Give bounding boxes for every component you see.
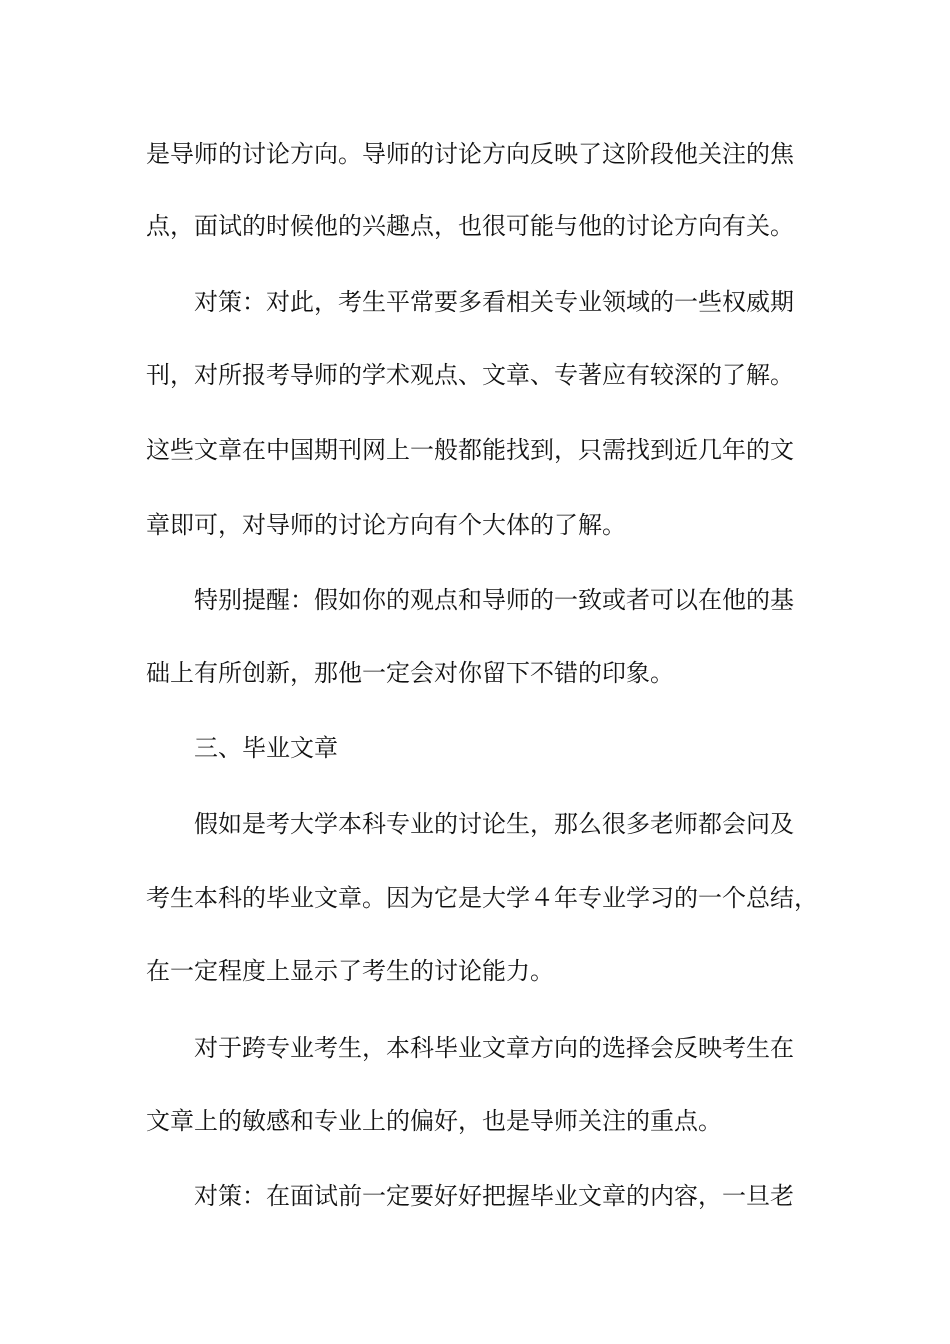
text-line: 这些文章在中国期刊网上一般都能找到，只需找到近几年的文	[146, 436, 794, 464]
text-line: 点，面试的时候他的兴趣点，也很可能与他的讨论方向有关。	[146, 212, 794, 240]
text-line: 础上有所创新，那他一定会对你留下不错的印象。	[146, 659, 674, 687]
text-line: 在一定程度上显示了考生的讨论能力。	[146, 957, 554, 985]
text-line: 考生本科的毕业文章。因为它是大学４年专业学习的一个总结，	[146, 884, 818, 912]
text-line: 刊，对所报考导师的学术观点、文章、专著应有较深的了解。	[146, 361, 794, 389]
text-line: 是导师的讨论方向。导师的讨论方向反映了这阶段他关注的焦	[146, 140, 794, 168]
text-line: 文章上的敏感和专业上的偏好，也是导师关注的重点。	[146, 1107, 722, 1135]
paragraph-line: 对策：在面试前一定要好好把握毕业文章的内容，一旦老	[194, 1182, 794, 1210]
paragraph-line: 特别提醒：假如你的观点和导师的一致或者可以在他的基	[194, 586, 794, 614]
section-heading: 三、毕业文章	[194, 734, 338, 762]
text-line: 章即可，对导师的讨论方向有个大体的了解。	[146, 511, 626, 539]
paragraph-line: 对于跨专业考生，本科毕业文章方向的选择会反映考生在	[194, 1034, 794, 1062]
paragraph-line: 假如是考大学本科专业的讨论生，那么很多老师都会问及	[194, 810, 794, 838]
paragraph-line: 对策：对此，考生平常要多看相关专业领域的一些权威期	[194, 288, 794, 316]
